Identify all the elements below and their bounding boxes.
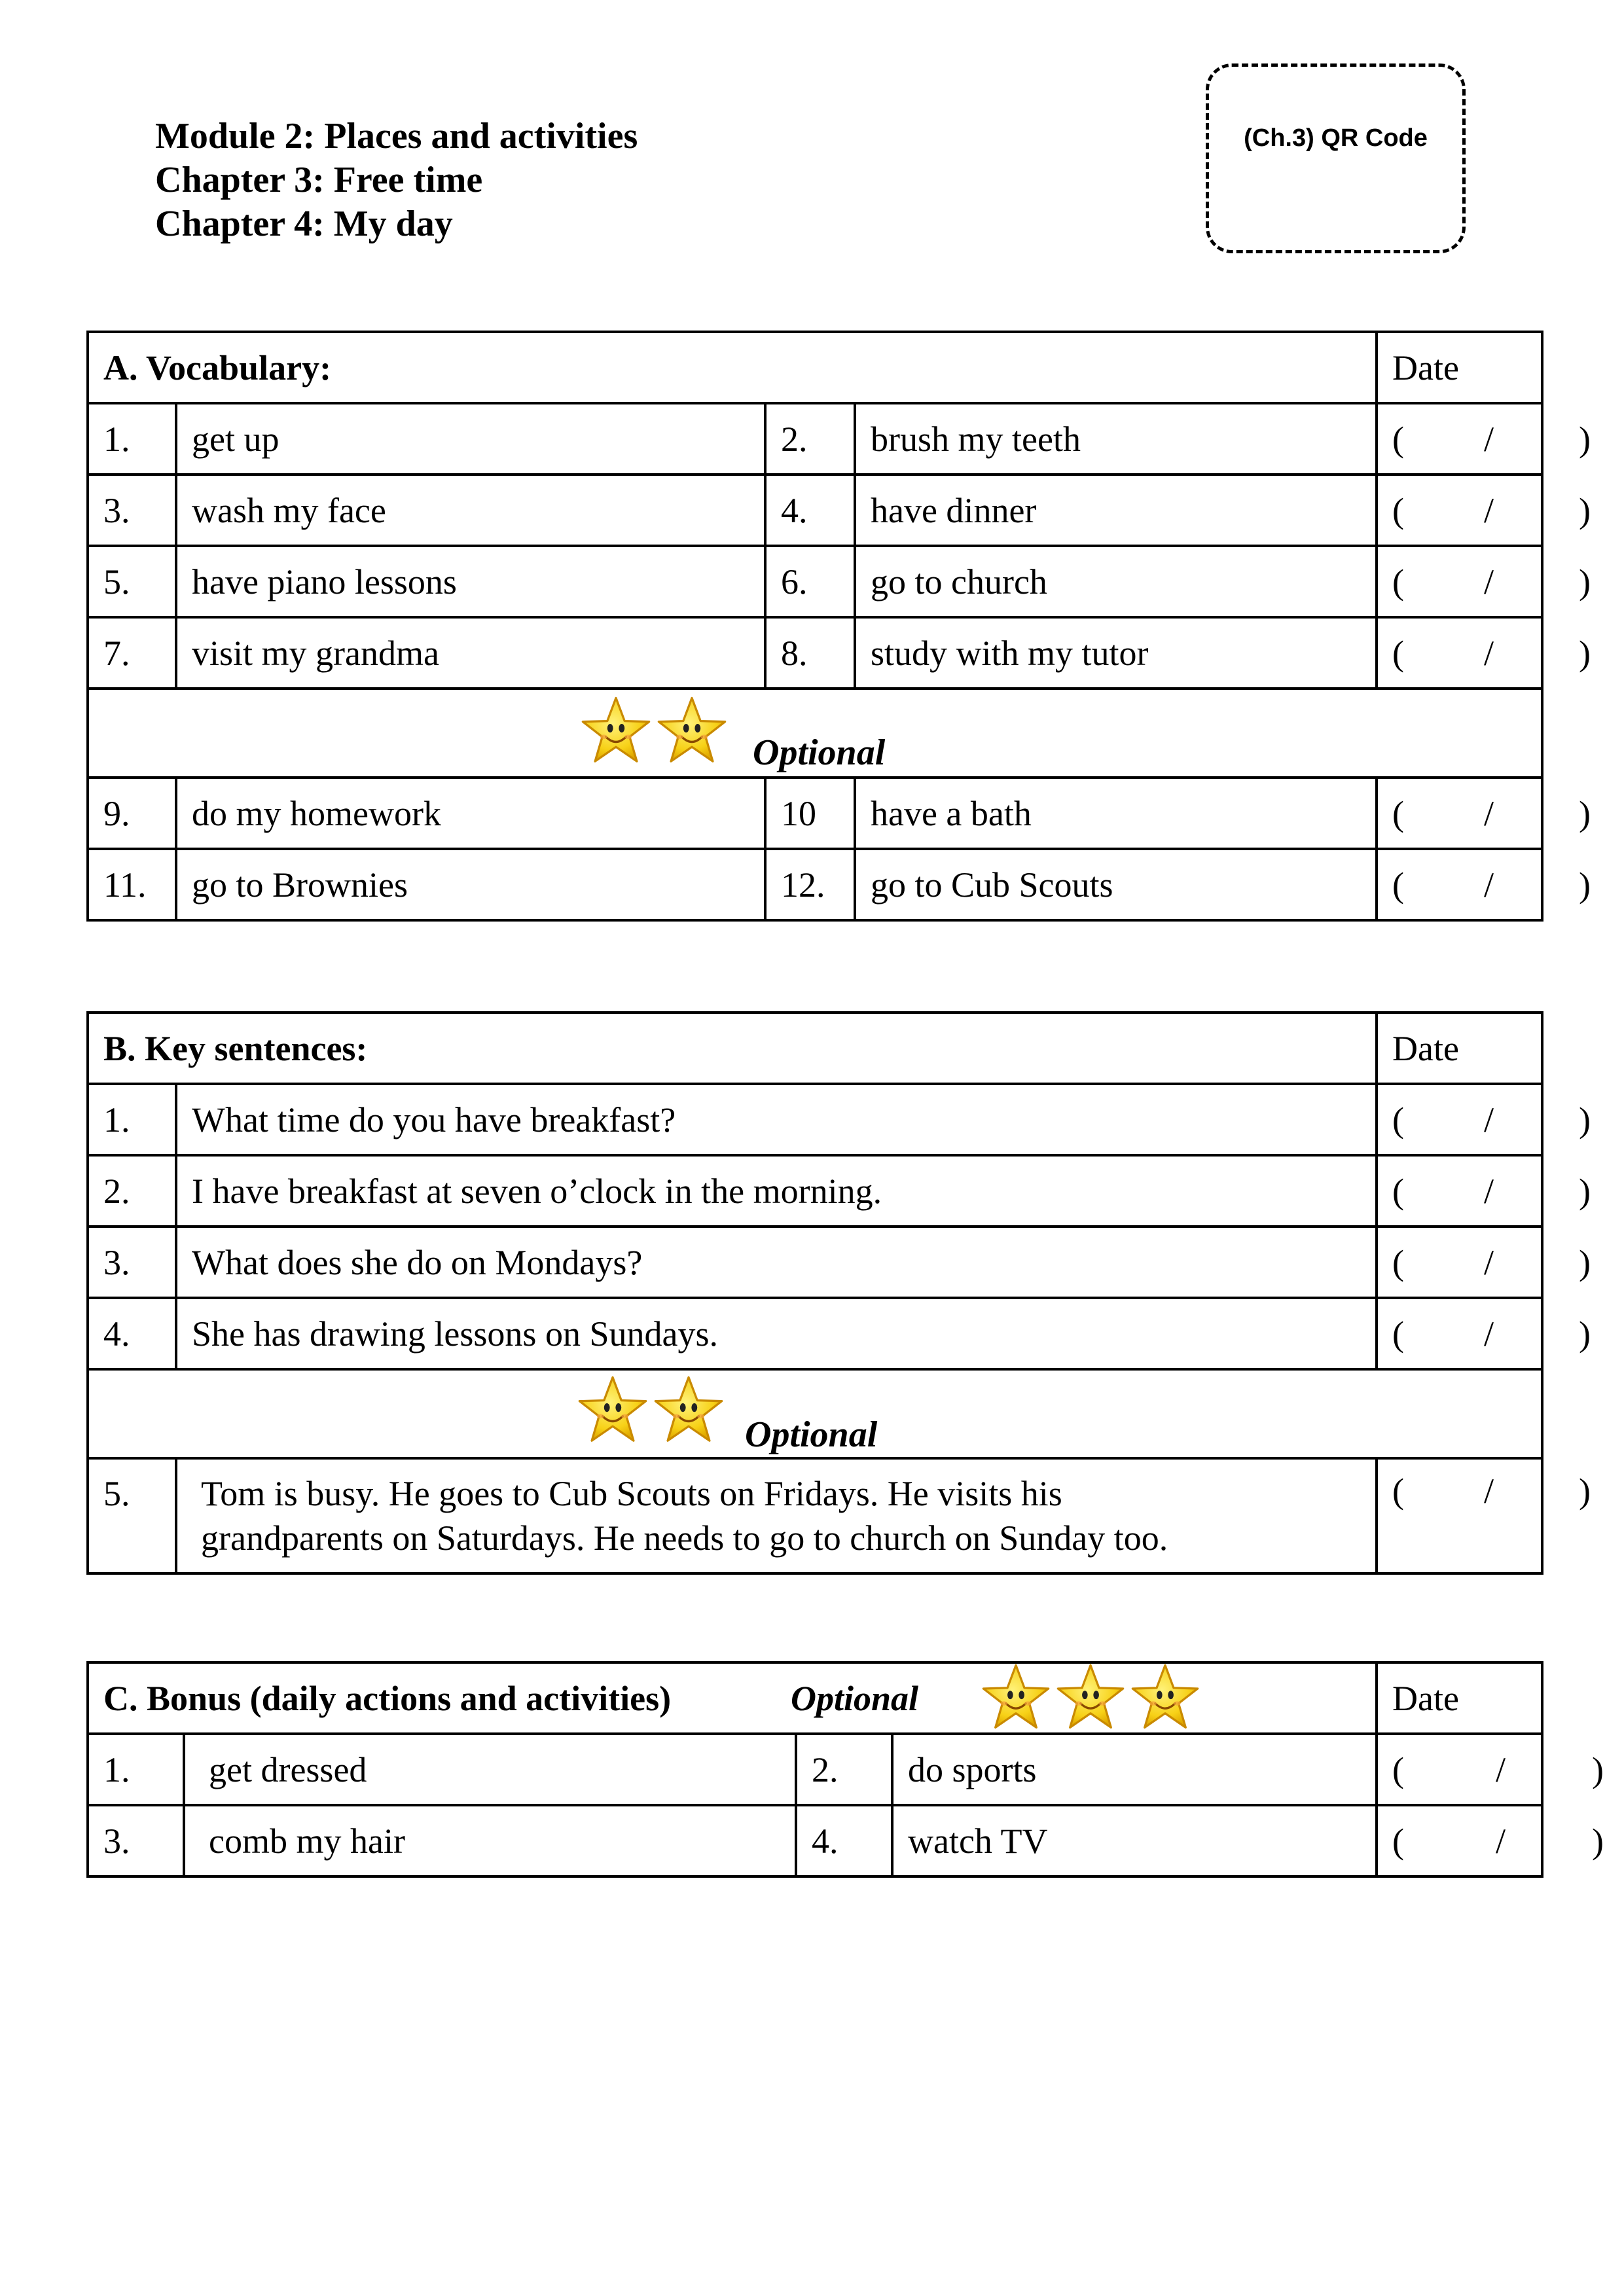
vocab-item: go to Cub Scouts — [855, 849, 1377, 920]
vocab-item: brush my teeth — [855, 403, 1377, 475]
table-row — [88, 617, 1542, 689]
vocab-item: do my homework — [176, 778, 765, 849]
vocab-item: study with my tutor — [855, 617, 1377, 689]
sentence: What does she do on Mondays? — [176, 1227, 1377, 1298]
table-row — [88, 849, 1542, 920]
optional-divider-row — [88, 1369, 1542, 1458]
item-number: 7. — [88, 617, 176, 689]
date-field[interactable]: ( / ) — [1377, 849, 1542, 920]
smiley-star-icon — [1055, 1662, 1126, 1733]
table-row — [88, 475, 1542, 546]
item-number: 1. — [88, 403, 176, 475]
optional-label: Optional — [753, 732, 886, 773]
sentence-line: grandparents on Saturdays. He needs to go to church on Sunday too. — [201, 1518, 1168, 1558]
vocab-item: visit my grandma — [176, 617, 765, 689]
date-field[interactable]: ( / ) — [1377, 617, 1542, 689]
sentence: What time do you have breakfast? — [176, 1084, 1377, 1155]
item-number: 4. — [88, 1298, 176, 1369]
vocab-item: have dinner — [855, 475, 1377, 546]
table-row — [88, 546, 1542, 617]
qr-code-label: (Ch.3) QR Code — [1244, 124, 1428, 152]
vocab-item: go to church — [855, 546, 1377, 617]
item-number: 12. — [765, 849, 855, 920]
date-field[interactable]: ( / ) — [1377, 1298, 1542, 1369]
chapter-3-title: Chapter 3: Free time — [155, 160, 483, 200]
item-number: 1. — [88, 1734, 184, 1805]
item-number: 6. — [765, 546, 855, 617]
table-row — [88, 1298, 1542, 1369]
item-number: 8. — [765, 617, 855, 689]
date-field[interactable]: ( / ) — [1377, 1084, 1542, 1155]
optional-stars — [577, 1374, 725, 1446]
bonus-table — [86, 1661, 1604, 1878]
date-header: Date — [1377, 1662, 1542, 1734]
item-number: 2. — [796, 1734, 892, 1805]
date-field[interactable]: ( / ) — [1377, 1155, 1542, 1227]
table-row — [88, 1227, 1542, 1298]
date-field[interactable]: ( / ) — [1377, 546, 1542, 617]
smiley-star-icon — [981, 1662, 1051, 1733]
optional-label: Optional — [791, 1679, 919, 1718]
date-field[interactable]: ( / ) — [1377, 403, 1542, 475]
smiley-star-icon — [577, 1374, 649, 1446]
key-sentences-title: B. Key sentences: — [88, 1013, 1377, 1084]
table-row — [88, 403, 1542, 475]
bonus-item: get dressed — [184, 1734, 796, 1805]
optional-divider — [88, 689, 1542, 778]
bonus-item: comb my hair — [184, 1805, 796, 1876]
optional-divider — [88, 1369, 1542, 1458]
date-field[interactable]: ( / ) — [1377, 1458, 1542, 1573]
date-header: Date — [1377, 332, 1542, 403]
smiley-star-icon — [580, 695, 652, 767]
bonus-header — [88, 1662, 1377, 1734]
item-number: 5. — [88, 546, 176, 617]
date-field[interactable]: ( / ) — [1377, 778, 1542, 849]
vocabulary-table — [86, 331, 1591, 922]
chapter-4-title: Chapter 4: My day — [155, 204, 453, 244]
vocab-item: have a bath — [855, 778, 1377, 849]
date-field[interactable]: ( / ) — [1377, 1734, 1542, 1805]
vocab-item: go to Brownies — [176, 849, 765, 920]
table-row — [88, 1805, 1542, 1876]
item-number: 2. — [765, 403, 855, 475]
item-number: 3. — [88, 1227, 176, 1298]
item-number: 5. — [88, 1458, 176, 1573]
date-field[interactable]: ( / ) — [1377, 1227, 1542, 1298]
item-number: 11. — [88, 849, 176, 920]
sentence-line: Tom is busy. He goes to Cub Scouts on Fridays. He visits his — [201, 1474, 1062, 1513]
key-sentences-header-row — [88, 1013, 1542, 1084]
item-number: 3. — [88, 475, 176, 546]
item-number: 2. — [88, 1155, 176, 1227]
bonus-header-row — [88, 1662, 1542, 1734]
item-number: 10 — [765, 778, 855, 849]
table-row — [88, 1734, 1542, 1805]
sentence-long — [176, 1458, 1377, 1573]
sentence: She has drawing lessons on Sundays. — [176, 1298, 1377, 1369]
smiley-star-icon — [1130, 1662, 1200, 1733]
vocabulary-header-row — [88, 332, 1542, 403]
table-row — [88, 778, 1542, 849]
bonus-item: do sports — [892, 1734, 1377, 1805]
item-number: 1. — [88, 1084, 176, 1155]
table-row — [88, 1458, 1542, 1573]
item-number: 3. — [88, 1805, 184, 1876]
date-field[interactable]: ( / ) — [1377, 475, 1542, 546]
vocab-item: get up — [176, 403, 765, 475]
vocab-item: wash my face — [176, 475, 765, 546]
qr-code-placeholder — [1206, 63, 1466, 253]
key-sentences-table — [86, 1011, 1591, 1575]
item-number: 4. — [765, 475, 855, 546]
date-header: Date — [1377, 1013, 1542, 1084]
vocabulary-title: A. Vocabulary: — [88, 332, 1377, 403]
smiley-star-icon — [656, 695, 728, 767]
table-row — [88, 1084, 1542, 1155]
module-title: Module 2: Places and activities — [155, 116, 638, 156]
bonus-item: watch TV — [892, 1805, 1377, 1876]
table-row — [88, 1155, 1542, 1227]
smiley-star-icon — [653, 1374, 725, 1446]
vocab-item: have piano lessons — [176, 546, 765, 617]
bonus-title: C. Bonus (daily actions and activities) — [103, 1679, 672, 1718]
sentence: I have breakfast at seven o’clock in the morning. — [176, 1155, 1377, 1227]
header-titles — [155, 115, 638, 246]
optional-divider-row — [88, 689, 1542, 778]
optional-stars — [580, 695, 728, 767]
date-field[interactable]: ( / ) — [1377, 1805, 1542, 1876]
item-number: 9. — [88, 778, 176, 849]
item-number: 4. — [796, 1805, 892, 1876]
optional-label: Optional — [745, 1414, 878, 1455]
optional-stars — [981, 1662, 1200, 1733]
